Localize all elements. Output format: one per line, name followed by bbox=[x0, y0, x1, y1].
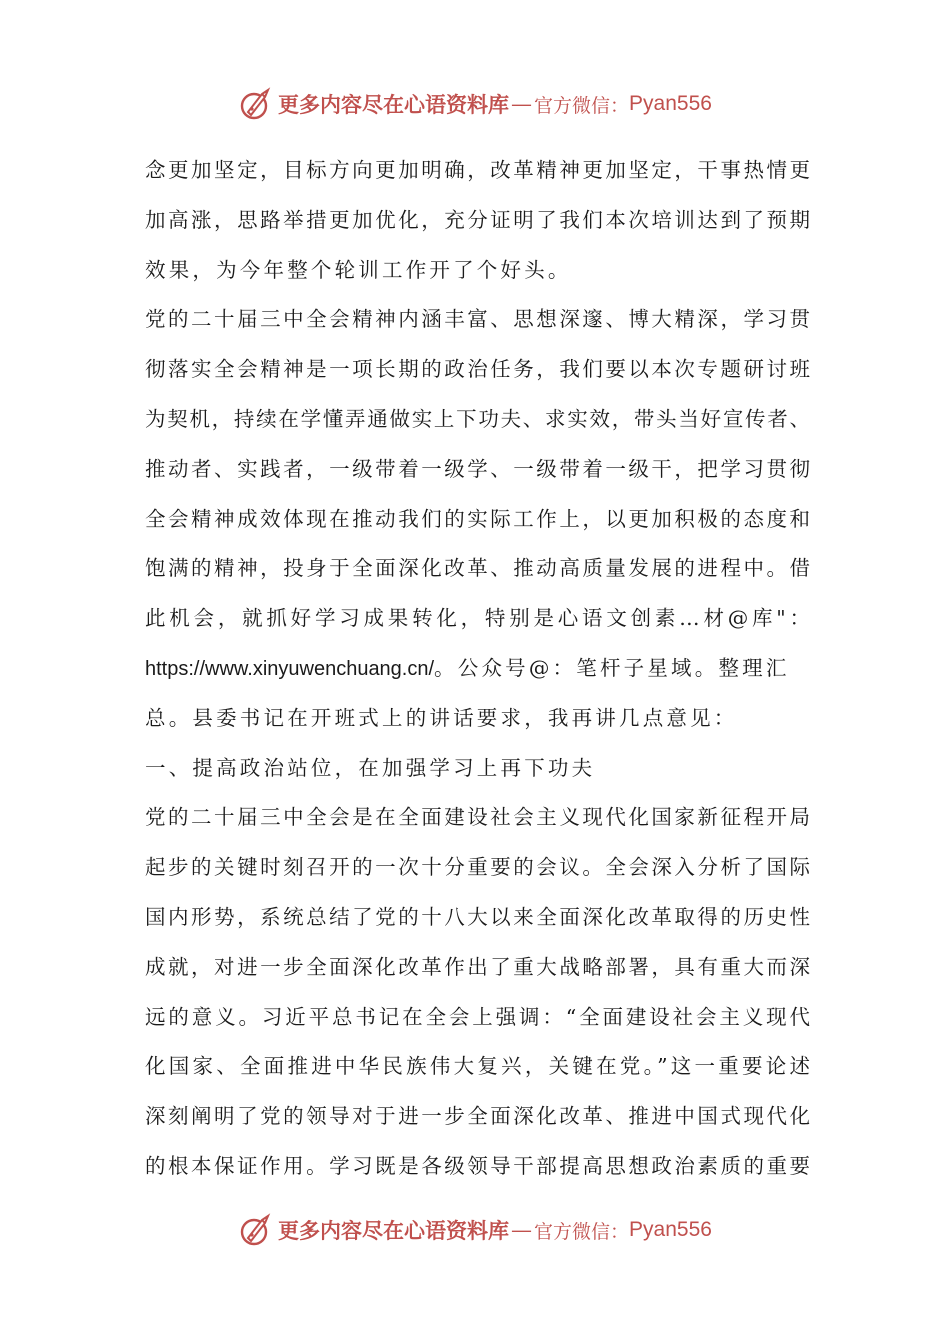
body-line-10: 此机会，就抓好学习成果转化，特别是心语文创素…材@库"： bbox=[145, 606, 810, 631]
footer-banner bbox=[0, 1210, 950, 1250]
source-link[interactable]: https://www.xinyuwenchuang.cn/ bbox=[145, 657, 435, 680]
footer-dash: — bbox=[511, 1218, 533, 1242]
body-line-15: 起步的关键时刻召开的一次十分重要的会议。全会深入分析了国际 bbox=[145, 855, 810, 880]
body-line-20: 深刻阐明了党的领导对于进一步全面深化改革、推进中国式现代化 bbox=[145, 1104, 810, 1129]
body-line-11-text: 。公众号@：笔杆子星域。整理汇 bbox=[434, 655, 790, 680]
body-line-21: 的根本保证作用。学习既是各级领导干部提高思想政治素质的重要 bbox=[145, 1153, 810, 1178]
header-banner bbox=[0, 84, 950, 124]
body-line-8: 全会精神成效体现在推动我们的实际工作上，以更加积极的态度和 bbox=[145, 506, 810, 531]
body-line-9: 饱满的精神，投身于全面深化改革、推动高质量发展的进程中。借 bbox=[145, 556, 810, 581]
body-line-14: 党的二十届三中全会是在全面建设社会主义现代化国家新征程开局 bbox=[145, 805, 810, 830]
header-wechat-label: 官方微信： bbox=[534, 94, 630, 117]
document-body bbox=[145, 146, 810, 1192]
pen-nib-logo-icon bbox=[238, 86, 274, 122]
footer-brand: 更多内容尽在心语资料库 bbox=[278, 1218, 510, 1243]
header-brand: 更多内容尽在心语资料库 bbox=[278, 92, 510, 117]
body-line-5: 彻落实全会精神是一项长期的政治任务，我们要以本次专题研讨班 bbox=[145, 357, 810, 382]
body-line-19: 化国家、全面推进中华民族伟大复兴，关键在党。”这一重要论述 bbox=[145, 1054, 810, 1079]
body-line-16: 国内形势，系统总结了党的十八大以来全面深化改革取得的历史性 bbox=[145, 904, 810, 929]
footer-account: Pyan556 bbox=[629, 1218, 712, 1241]
pen-nib-logo-icon bbox=[238, 1212, 274, 1248]
body-line-6: 为契机，持续在学懂弄通做实上下功夫、求实效，带头当好宣传者、 bbox=[145, 406, 810, 431]
body-line-1: 念更加坚定，目标方向更加明确，改革精神更加坚定，干事热情更 bbox=[145, 158, 810, 182]
body-line-2: 加高涨，思路举措更加优化，充分证明了我们本次培训达到了预期 bbox=[145, 207, 810, 232]
body-line-12: 总。县委书记在开班式上的讲话要求，我再讲几点意见： bbox=[145, 705, 738, 730]
footer-wechat-label: 官方微信： bbox=[534, 1220, 630, 1243]
header-account: Pyan556 bbox=[629, 92, 712, 115]
body-line-4: 党的二十届三中全会精神内涵丰富、思想深邃、博大精深，学习贯 bbox=[145, 307, 810, 332]
body-line-3: 效果，为今年整个轮训工作开了个好头。 bbox=[145, 257, 572, 282]
body-line-11 bbox=[145, 644, 810, 694]
header-dash: — bbox=[511, 92, 533, 116]
body-line-18: 远的意义。习近平总书记在全会上强调：“全面建设社会主义现代 bbox=[145, 1004, 810, 1029]
body-line-7: 推动者、实践者，一级带着一级学、一级带着一级干，把学习贯彻 bbox=[145, 456, 810, 481]
section-heading: 一、提高政治站位，在加强学习上再下功夫 bbox=[145, 755, 596, 780]
body-line-17: 成就，对进一步全面深化改革作出了重大战略部署，具有重大而深 bbox=[145, 954, 810, 979]
